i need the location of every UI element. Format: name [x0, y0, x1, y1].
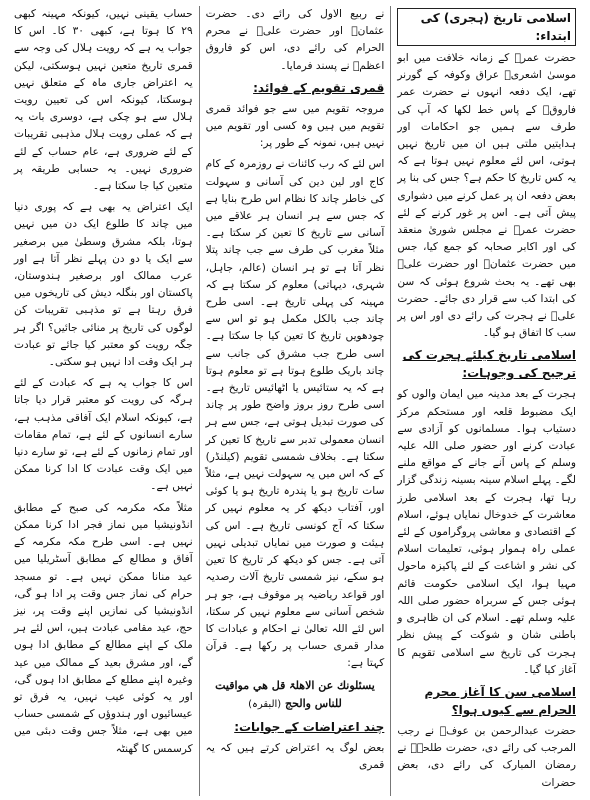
column-middle: [199, 6, 391, 796]
paragraph: حضرت عبدالرحمن بن عوفؓ نے رجب المرجب کی رائے دی، حضرت طلحہؓ نے رمضان المبارک کی رائے دی، بعض حضرات: [397, 724, 576, 789]
column-right: [390, 6, 582, 796]
section-heading-hijri-preference: اسلامی تاریخ کیلئے ہجرت کی ترجیح کی وجوہات:: [402, 348, 576, 381]
section-heading-muharram-start: اسلامی سن کا آغاز محرم الحرام سے کیوں ہوا؟: [424, 684, 576, 717]
column-left: [8, 6, 199, 796]
paragraph: بعض لوگ یہ اعتراض کرتے ہیں کہ یہ قمری: [205, 741, 385, 771]
paragraph: ہجرت کے بعد مدینہ میں ایمان والوں کو ایک مضبوط قلعہ اور مستحکم مرکز دستیاب ہوا۔ مسلمانوں کو آزادی سے عبادت کرنے اور حضور صلی اللہ علیہ وسلم کے پاس آنے جانے کے مواقع ملنے لگے۔ پہلے اسلام سینہ بسینہ زندگی گزار رہا تھا، ہجرت کے بعد اسلامی طرز معاشرت کے خدوخال نمایاں ہوئے، اسلام کے اقتصادی و معاشی پروگراموں کے لئے عملی راہ ہموار ہوئی، تعلیمات اسلام کی نشر و اشاعت کے لئے پاکیزہ ماحول مہیا ہوا، ایک اسلامی حکومت قائم ہوئی جس کے سربراہ حضور صلی اللہ علیہ وسلم تھے۔ اسلام کی ان ظاہری و باطنی شان و شوکت کے پیش نظر ہجرت کی تاریخ سے اسلامی تقویم کا آغاز کیا گیا۔: [397, 388, 576, 676]
paragraph: ایک اعتراض یہ بھی ہے کہ پوری دنیا میں چاند کا طلوع ایک دن میں نہیں ہوتا، بلکہ مشرق وسطیٰ میں برصغیر سے ایک یا دو دن پہلے نظر آتا ہے اور عرب ممالک اور برصغیر ہندوستان، پاکستان اور بنگلہ دیش کی تاریخوں میں فرق رہتا ہے تو مذہبی تقریبات کن لوگوں کی تاریخ پر منائی جائیں؟ اگر ہر جگہ رویت کو معتبر کیا جائے تو عبادت ہر ایک وقت ادا نہیں ہو سکتی۔: [13, 201, 193, 369]
section-heading-hijri-beginning: اسلامی تاریخ (ہجری) کی ابتداء:: [397, 8, 576, 46]
quran-quote: [206, 677, 385, 714]
paragraph: اس لئے کہ رب کائنات نے روزمرہ کے کام کاج اور لین دین کی آسانی و سہولت کی خاطر چاند کا نظام اس طرح بنایا ہے کہ جس سے ہر انسان ہر علاقے میں آسانی سے تاریخ کا تعین کر سکتا ہے۔ مثلاً مغرب کی طرف سے جب چاند پتلا نظر آتا ہے تو ہر انسان (عالم، جاہل، شہری، دیہاتی) معلوم کر سکتا ہے کہ مہینہ کی پہلی تاریخ ہے۔ اسی طرح چاند جب بالکل مکمل ہو تو اس سے چودھویں تاریخ کا تعین کیا جا سکتا ہے۔ اسی طرح جب مشرق کی جانب سے چاند باریک طلوع ہوتا ہے تو معلوم ہوتا ہے کہ یہ ستائیس یا اٹھائیس تاریخ ہے۔ اسی طرح روز بروز واضح طور پر چاند کی صورت تبدیل ہوتی ہے، جس سے ہر انسان معمولی تدبر سے تاریخ کا تعین کر سکتا ہے۔ بخلاف شمسی تقویم (کیلنڈر) کے کہ اس میں یہ سہولت نہیں ہے، مثلاً سات تاریخ ہو یا پندرہ تاریخ ہو یا کوئی اور، آفتاب دیکھ کر یہ معلوم نہیں کر سکتا کہ آج کونسی تاریخ ہے۔ اس کی ہیئت و صورت میں نمایاں تبدیلی نہیں آتی ہے۔ جس کو دیکھ کر تاریخ کا تعین ہو سکے، نیز شمسی تاریخ آلات رصدیہ اور قواعد ریاضیہ پر موقوف ہے، جو ہر شخص آسانی سے معلوم نہیں کر سکتا، اس لئے اللہ تعالیٰ نے احکام و عبادات کا مدار قمری حساب پر رکھا ہے۔ قرآن کہتا ہے:: [205, 158, 385, 670]
paragraph: نے ربیع الاول کی رائے دی۔ حضرت عثمانؓ اور حضرت علیؓ نے محرم الحرام کی رائے دی، اس کو فاروق اعظمؓ نے پسند فرمایا۔: [205, 8, 385, 72]
paragraph: مروجہ تقویم میں سے جو فوائد قمری تقویم میں ہیں وہ کسی اور تقویم میں نہیں ہیں، نمونہ کے طور پر:: [205, 102, 385, 150]
section-heading-objections: چند اعتراضات کے جوابات:: [234, 719, 385, 734]
section-heading-lunar-benefits: قمری تقویم کے فوائد:: [253, 80, 385, 95]
paragraph: اس کا جواب یہ ہے کہ عبادت کے لئے ہرگہ کی رویت کو معتبر قرار دیا جاتا ہے، کیونکہ اسلام ایک آفاقی مذہب ہے، سارے انسانوں کے لئے ہے، تمام مقامات اور تمام زمانوں کے لئے ہے، تو سارے دنیا میں ایک وقت عبادت کا ادا کرنا ممکن نہیں ہے۔: [13, 377, 193, 493]
paragraph: مثلاً مکہ مکرمہ کی صبح کے مطابق انڈونیشیا میں نماز فجر ادا کرنا ممکن نہیں ہے۔ اسی طرح مکہ مکرمہ کے آفاق و مطالع کے مطابق آسٹریلیا میں عید منانا ممکن نہیں ہے۔ تو مسجد حرام کی نماز جس وقت پر ادا ہو گی، انڈونیشیا کی نمازیں اپنے وقت پر، نیز حج، عید مقامی عبادت ہیں، اس لئے ہر ملک کے اپنے مطالع کے مطابق ادا ہوں گے، اور مشرق بعید کے ممالک میں عید وغیرہ اپنے مطلع کے مطابق ادا ہوں گی، اور یہ کوئی عیب نہیں، یہ فرق تو عیسائیوں اور ہندوؤں کے شمسی حساب میں بھی ہے، مثلاً جس وقت دبئی میں کرسمس کا گھنٹہ: [13, 501, 193, 755]
quran-verse: يسئلونك عن الاهلۃ قل هي مواقيت للناس والحج: [215, 678, 375, 710]
paragraph: حساب یقینی نہیں، کیونکہ مہینہ کبھی ۲۹ کا ہوتا ہے، کبھی ۳۰ کا۔ اس کا جواب یہ ہے کہ رویت ہلال کی وجہ سے قمری تاریخ متعین نہیں ہوسکتی، لیکن یہ اعتراض جاری ماہ کے متعلق نہیں ہوسکتا، کیونکہ اس کی تعیین رویت ہلال سے ہو چکی ہے، دوسری بات یہ ہے کہ عملی رویت ہلال مذہبی تقریبات کے لئے ضروری ہے، عام حساب کے لئے ضروری نہیں۔ یہ حسابی طریقہ پر متعین کیا جا سکتا ہے۔: [13, 8, 193, 193]
paragraph: حضرت عمرؓ کے زمانہ خلافت میں ابو موسیٰ اشعریؓ عراق وکوفہ کے گورنر تھے، ایک دفعہ انہوں نے حضرت عمر فاروقؓ کے پاس خط لکھا کہ آپ کی طرف سے ہمیں جو احکامات اور ہدایتیں ملتی ہیں ان میں تاریخ نہیں ہوتی، اس لئے معلوم نہیں ہوتا ہے کہ یہ کس تاریخ کا حکم ہے؟ جس کی بنا پر بعض دفعہ ان پر عمل کرنے میں دشواری پیش آتی ہے۔ اس پر غور کرنے کے لئے حضرت عمرؓ نے مجلس شوریٰ منعقد کی اور اکابر صحابہ کو جمع کیا، جس میں حضرت عثمانؓ اور حضرت علیؓ بھی تھے۔ یہ بحث شروع ہوئی کہ سن کی ابتدا کب سے قرار دی جائے۔ حضرت علیؓ نے ہجرت کی رائے دی اور اس پر سب کا اتفاق ہو گیا۔: [397, 52, 576, 340]
quran-reference: (البقرہ): [248, 698, 282, 710]
